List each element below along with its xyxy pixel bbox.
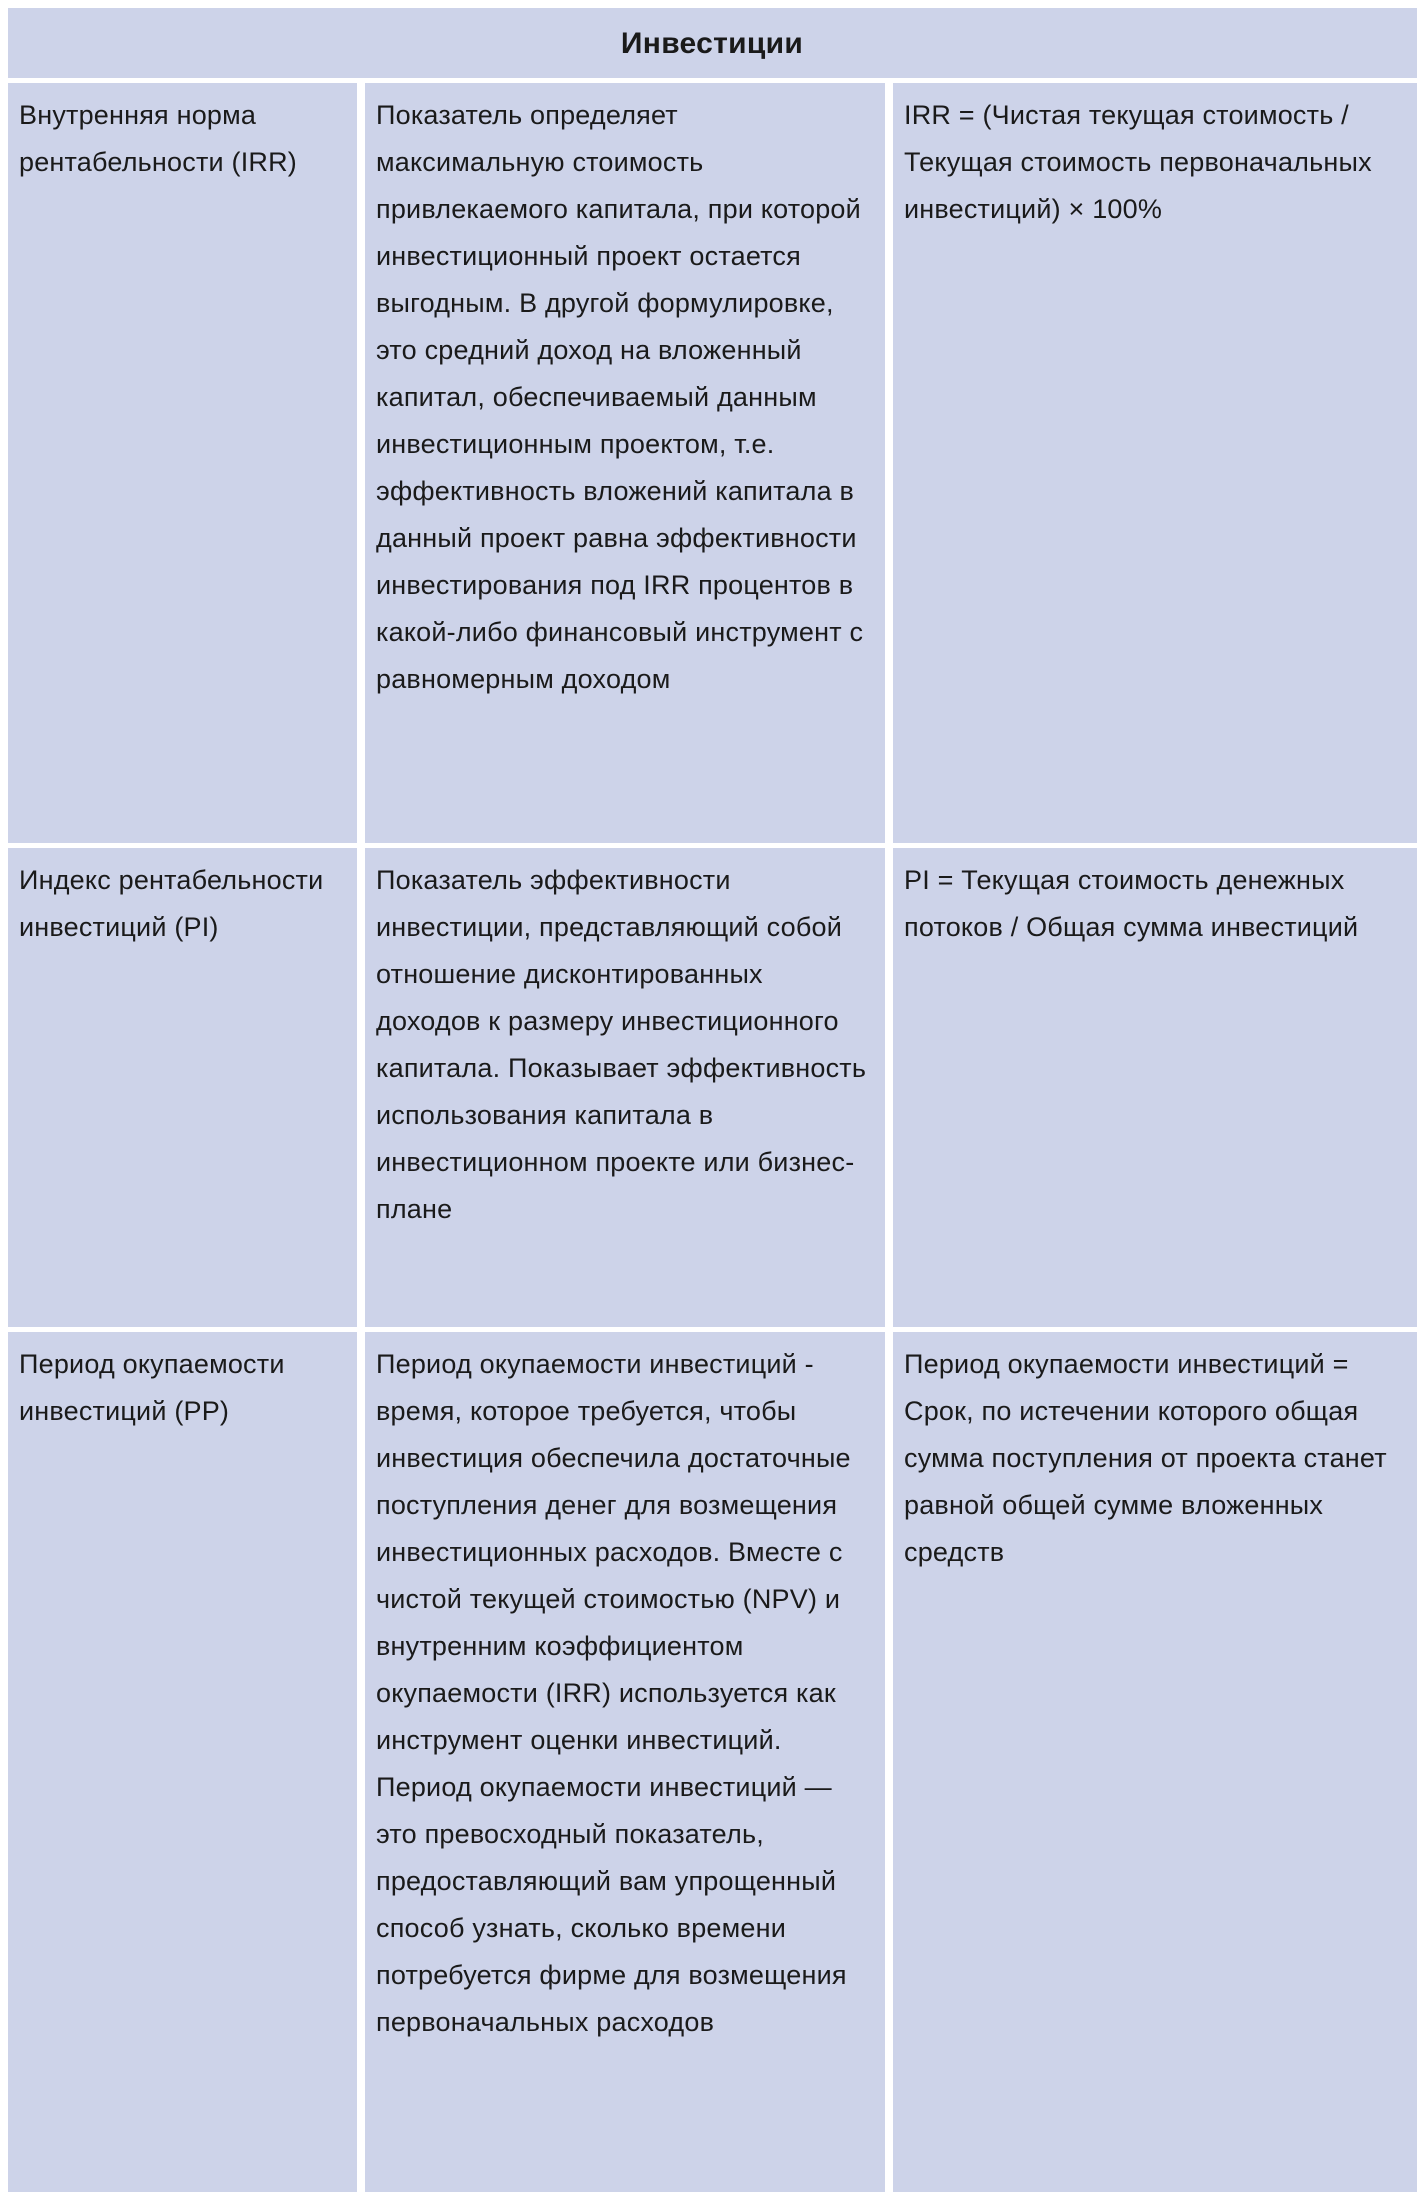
table-title: Инвестиции [8, 8, 1417, 78]
row-pi-term: Индекс рентабельности инвестиций (PI) [8, 848, 357, 1327]
row-irr-description: Показатель определяет максимальную стоимость привлекаемого капитала, при которой инвестиционный проект остается выгодным. В другой формулировке, это средний доход на вложенный капитал, обеспечиваемый данным инвестиционным проектом, т.е. эффективность вложений капитала в данный проект равна эффективности инвестирования под IRR процентов в какой-либо финансовый инструмент с равномерным доходом [365, 83, 885, 843]
row-pp-description: Период окупаемости инвестиций - время, которое требуется, чтобы инвестиция обеспечила достаточные поступления денег для возмещения инвестиционных расходов. Вместе с чистой текущей стоимостью (NPV) и внутренним коэффициентом окупаемости (IRR) используется как инструмент оценки инвестиций. Период окупаемости инвестиций — это превосходный показатель, предоставляющий вам упрощенный способ узнать, сколько времени потребуется фирме для возмещения первоначальных расходов [365, 1332, 885, 2192]
row-pi-formula: PI = Текущая стоимость денежных потоков / Общая сумма инвестиций [893, 848, 1417, 1327]
investment-terms-table [8, 8, 1417, 2192]
row-pp-term: Период окупаемости инвестиций (PP) [8, 1332, 357, 2192]
row-pi-description: Показатель эффективности инвестиции, представляющий собой отношение дисконтированных доходов к размеру инвестиционного капитала. Показывает эффективность использования капитала в инвестиционном проекте или бизнес-плане [365, 848, 885, 1327]
row-irr-formula: IRR = (Чистая текущая стоимость / Текущая стоимость первоначальных инвестиций) × 100% [893, 83, 1417, 843]
row-pp-formula: Период окупаемости инвестиций = Срок, по истечении которого общая сумма поступления от проекта станет равной общей сумме вложенных средств [893, 1332, 1417, 2192]
row-irr-term: Внутренняя норма рентабельности (IRR) [8, 83, 357, 843]
